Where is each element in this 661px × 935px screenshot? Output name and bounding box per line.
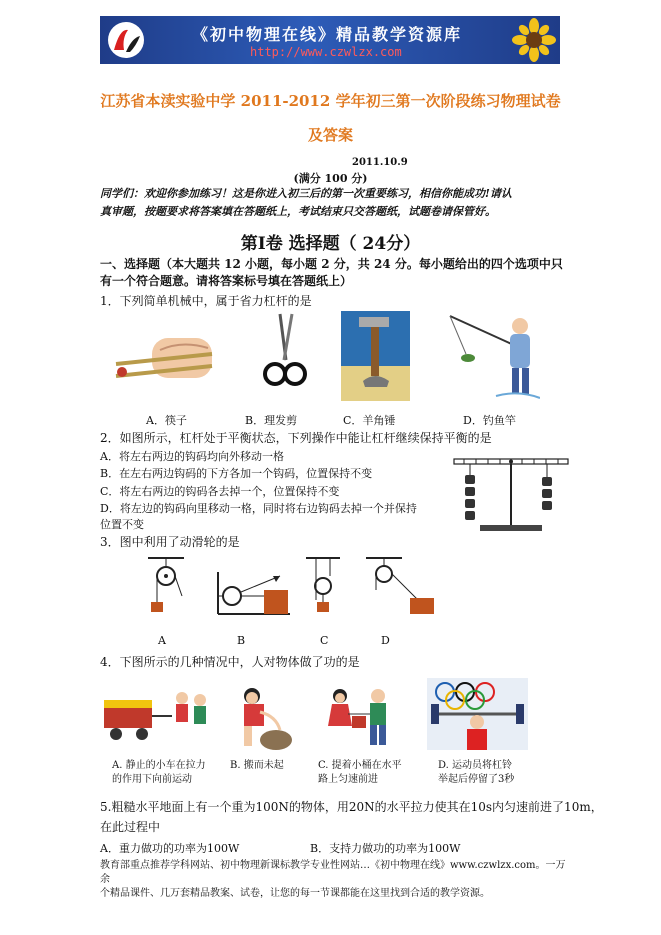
q4-caption-d-line2: 举起后停留了3秒 xyxy=(438,774,515,785)
q4-caption-c-line1: C. 提着小桶在水平 xyxy=(318,760,402,771)
fishing-rod-image xyxy=(446,312,540,402)
site-logo-icon xyxy=(106,20,146,60)
banner-title: 《初中物理在线》精品教学资源库 xyxy=(192,25,463,44)
notice-line2: 真审题，按题要求将答案填在答题纸上，考试结束只交答题纸，试题卷请保管好。 xyxy=(100,205,496,218)
q3-label-a: A xyxy=(158,634,166,647)
q1-option-a[interactable]: A．筷子 xyxy=(146,414,187,427)
header-banner xyxy=(100,16,560,64)
footer-line2: 个精品课件、几万套精品教案、试卷，让您的每一节课都能在这里找到合适的教学资源。 xyxy=(100,888,490,899)
question-2-stem: 2．如图所示，杠杆处于平衡状态，下列操作中能让杠杆继续保持平衡的是 xyxy=(100,431,492,445)
footer-promo xyxy=(100,859,570,901)
exam-title-line2: 及答案 xyxy=(307,126,353,144)
q1-option-d[interactable]: D．钓鱼竿 xyxy=(463,414,516,427)
q2-option-d-continued: 位置不变 xyxy=(100,518,144,531)
notice-line1: 同学们：欢迎你参加练习！这是你进入初三后的第一次重要练习，相信你能成功!请认 xyxy=(100,187,512,200)
q4-caption-b-line1: B. 搬而未起 xyxy=(230,760,284,771)
q4-caption-d-line1: D. 运动员将杠铃 xyxy=(438,760,513,771)
q2-option-c[interactable]: C．将左右两边的钩码各去掉一个，位置保持不变 xyxy=(100,485,340,498)
section-instructions-line2: 个符合题意。请将答案标号填在答题纸上） xyxy=(124,274,353,288)
chopsticks-image xyxy=(112,330,220,390)
q5-option-a[interactable]: A．重力做功的功率为100W xyxy=(100,842,240,855)
q3-label-d: D xyxy=(381,634,390,647)
claw-hammer-image xyxy=(341,311,410,401)
q4-caption-c-line2: 路上匀速前进 xyxy=(318,774,378,785)
question-1-stem: 1．下列简单机械中，属于省力杠杆的是 xyxy=(100,294,312,308)
section-heading: 第Ⅰ卷 选择题（ 24分） xyxy=(240,234,421,254)
banner-url[interactable]: http://www.czwlzx.com xyxy=(250,45,402,59)
exam-score: (满分 100 分) xyxy=(293,172,368,185)
q5-option-b[interactable]: B．支持力做功的功率为100W xyxy=(310,842,461,855)
sunflower-icon xyxy=(512,18,556,62)
carrying-bucket-image xyxy=(318,686,402,752)
q4-caption-a-line2: 的作用下向前运动 xyxy=(112,774,192,785)
question-5-stem-line1: 5.粗糙水平地面上有一个重为100N的物体，用20N的水平拉力使其在10s内匀速前进了10m， xyxy=(100,800,603,814)
question-3-stem: 3．图中利用了动滑轮的是 xyxy=(100,535,240,549)
q1-option-b[interactable]: B．理发剪 xyxy=(245,414,298,427)
footer-line1: 教育部重点推荐学科网站、初中物理新课标教学专业性网站…《初中物理在线》www.czwlzx.com。一万余 xyxy=(100,860,566,885)
q4-caption-a-line1: A. 静止的小车在拉力 xyxy=(112,760,206,771)
pulley-diagrams xyxy=(140,556,460,622)
question-4-stem: 4．下图所示的几种情况中，人对物体做了功的是 xyxy=(100,655,360,669)
q3-label-b: B xyxy=(237,634,246,647)
cart-pulling-image xyxy=(102,688,212,748)
lifting-rock-image xyxy=(230,686,294,752)
q3-label-c: C xyxy=(320,634,329,647)
question-5-stem-line2: 在此过程中 xyxy=(100,820,161,834)
exam-title-line1: 江苏省本渎实验中学 2011-2012 学年初三第一次阶段练习物理试卷 xyxy=(100,92,561,110)
weightlifting-image xyxy=(427,678,528,750)
lever-balance-diagram xyxy=(450,453,572,535)
exam-date: 2011.10.9 xyxy=(352,157,408,168)
q2-option-d[interactable]: D．将左边的钩码向里移动一格，同时将右边钩码去掉一个并保持 xyxy=(100,502,417,515)
q2-option-a[interactable]: A．将左右两边的钩码均向外移动一格 xyxy=(100,450,284,463)
q1-option-c[interactable]: C．羊角锤 xyxy=(343,414,396,427)
section-instructions-line1: 一、选择题（本大题共 12 小题，每小题 2 分，共 24 分。每小题给出的四个选项中只有一 xyxy=(100,257,563,288)
scissors-image xyxy=(262,312,308,392)
q2-option-b[interactable]: B．在左右两边钩码的下方各加一个钩码，位置保持不变 xyxy=(100,467,373,480)
